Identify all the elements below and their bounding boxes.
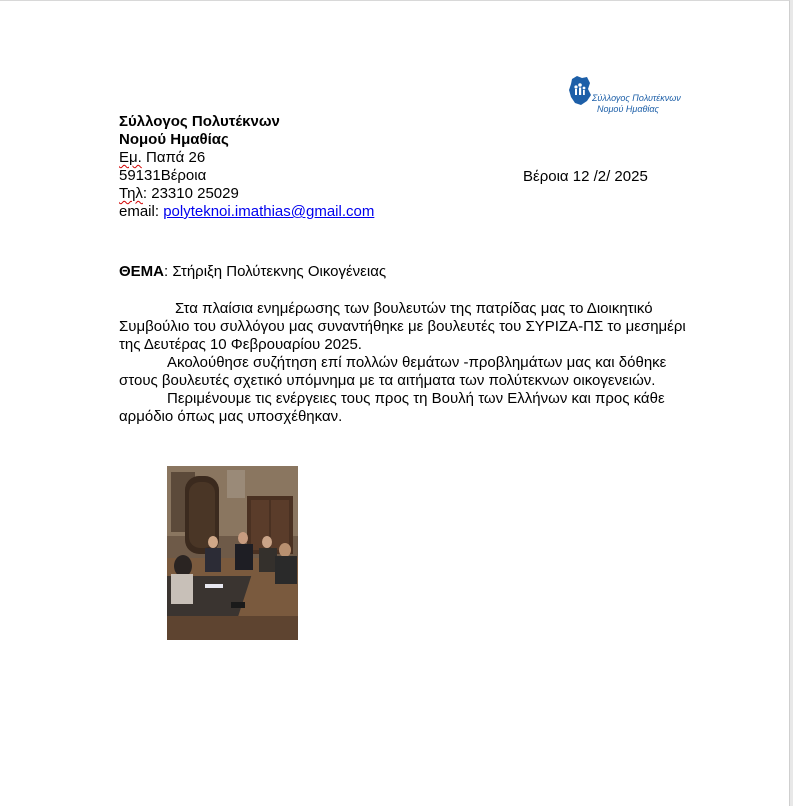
street-abbreviation: Εμ. <box>119 149 142 166</box>
logo-text <box>592 93 681 115</box>
map-people-icon <box>568 75 592 109</box>
meeting-photo-image <box>167 466 298 640</box>
street-rest: Παπά 26 <box>141 149 206 166</box>
subject-line <box>119 263 386 281</box>
sender-block <box>119 113 374 221</box>
email-link[interactable]: polyteknoi.imathias@gmail.com <box>163 203 375 220</box>
body-paragraph-3: Περιμένουμε τις ενέργειες τους προς τη Βουλή των Ελλήνων και προς κάθε αρμόδιο όπως μας υποσχέθηκαν. <box>119 390 665 425</box>
logo-line-2: Νομού Ημαθίας <box>597 104 659 114</box>
sender-postal-city: 59131Βέροια <box>119 167 207 184</box>
sender-org-line-1: Σύλλογος Πολυτέκνων <box>119 113 280 130</box>
phone-abbreviation: Τηλ <box>119 185 143 202</box>
email-label: email: <box>119 203 164 220</box>
phone-number: : 23310 25029 <box>142 185 239 202</box>
subject-label: ΘΕΜΑ <box>119 263 164 280</box>
letter-body <box>119 300 709 426</box>
body-paragraph-2: Ακολούθησε συζήτηση επί πολλών θεμάτων -προβλημάτων μας και δόθηκε στους βουλευτές σχετικό υπόμνημα με τα αιτήματα των πολύτεκνων οικογενειών. <box>119 354 667 389</box>
meeting-photo <box>167 466 298 640</box>
subject-text: : Στήριξη Πολύτεκνης Οικογένειας <box>164 263 387 280</box>
logo-line-1: Σύλλογος Πολυτέκνων <box>592 93 681 103</box>
sender-org-line-2: Νομού Ημαθίας <box>119 131 229 148</box>
body-paragraph-1: Στα πλαίσια ενημέρωσης των βουλευτών της πατρίδας μας το Διοικητικό Συμβούλιο του συλλόγου μας συναντήθηκε με βουλευτές του ΣΥΡΙΖΑ-ΠΣ το μεσημέρι της Δευτέρας 10 Φεβρουαρίου 2025. <box>119 300 686 353</box>
sender-email <box>119 203 374 221</box>
sender-street <box>119 149 374 167</box>
sender-phone <box>119 185 374 203</box>
association-logo <box>568 75 688 119</box>
letter-date: Βέροια 12 /2/ 2025 <box>523 168 648 185</box>
